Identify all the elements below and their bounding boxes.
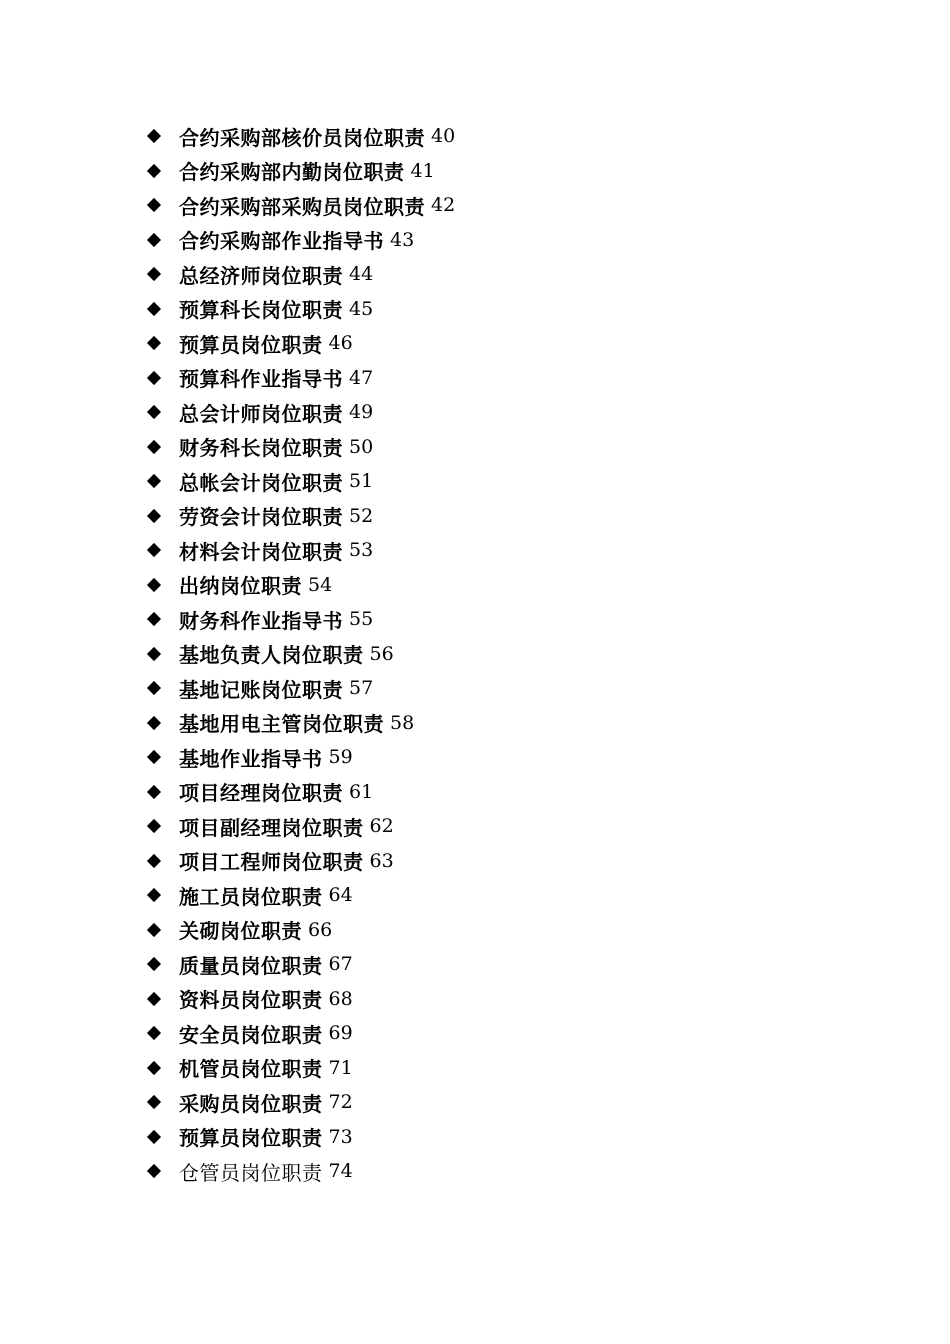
toc-entry-title: 项目副经理岗位职责 — [179, 815, 364, 840]
toc-entry-title: 合约采购部内勤岗位职责 — [179, 160, 405, 185]
toc-entry-page: 40 — [431, 125, 456, 148]
diamond-bullet-icon — [147, 785, 161, 799]
toc-entry-title: 安全员岗位职责 — [179, 1022, 323, 1047]
diamond-bullet-icon — [147, 612, 161, 626]
toc-entry[interactable] — [140, 188, 455, 223]
toc-entry-page: 67 — [328, 953, 353, 976]
toc-entry[interactable] — [140, 844, 455, 879]
toc-entry-title: 机管员岗位职责 — [179, 1057, 323, 1082]
toc-entry[interactable] — [140, 464, 455, 499]
diamond-bullet-icon — [147, 129, 161, 143]
toc-entry-title: 总会计师岗位职责 — [179, 401, 343, 426]
toc-entry[interactable] — [140, 533, 455, 568]
toc-entry[interactable] — [140, 913, 455, 948]
diamond-bullet-icon — [147, 647, 161, 661]
toc-entry-title: 材料会计岗位职责 — [179, 539, 343, 564]
toc-entry[interactable] — [140, 1120, 455, 1155]
toc-entry[interactable] — [140, 119, 455, 154]
toc-entry-page: 61 — [349, 780, 374, 803]
toc-entry-title: 关砌岗位职责 — [179, 919, 302, 944]
table-of-contents — [140, 119, 455, 1189]
toc-entry[interactable] — [140, 740, 455, 775]
toc-entry-page: 50 — [349, 435, 374, 458]
toc-entry-title: 质量员岗位职责 — [179, 953, 323, 978]
toc-entry[interactable] — [140, 430, 455, 465]
toc-entry-page: 72 — [328, 1091, 353, 1114]
toc-entry-page: 66 — [308, 918, 333, 941]
diamond-bullet-icon — [147, 233, 161, 247]
toc-entry-page: 56 — [369, 642, 394, 665]
toc-entry-page: 68 — [328, 987, 353, 1010]
toc-entry-title: 基地用电主管岗位职责 — [179, 712, 384, 737]
toc-entry-page: 58 — [390, 711, 415, 734]
toc-entry-title: 财务科长岗位职责 — [179, 436, 343, 461]
toc-entry-title: 总经济师岗位职责 — [179, 263, 343, 288]
diamond-bullet-icon — [147, 923, 161, 937]
toc-entry-page: 51 — [349, 470, 374, 493]
diamond-bullet-icon — [147, 336, 161, 350]
toc-entry-title: 项目经理岗位职责 — [179, 781, 343, 806]
toc-entry[interactable] — [140, 809, 455, 844]
toc-entry-title: 总帐会计岗位职责 — [179, 470, 343, 495]
toc-entry-page: 71 — [328, 1056, 353, 1079]
toc-entry-title: 合约采购部采购员岗位职责 — [179, 194, 425, 219]
toc-entry[interactable] — [140, 395, 455, 430]
diamond-bullet-icon — [147, 543, 161, 557]
toc-entry-title: 预算员岗位职责 — [179, 332, 323, 357]
toc-entry[interactable] — [140, 223, 455, 258]
diamond-bullet-icon — [147, 681, 161, 695]
toc-entry[interactable] — [140, 292, 455, 327]
toc-entry-title: 采购员岗位职责 — [179, 1091, 323, 1116]
toc-entry[interactable] — [140, 1051, 455, 1086]
toc-entry-page: 44 — [349, 263, 374, 286]
toc-entry-page: 73 — [328, 1125, 353, 1148]
toc-entry-page: 62 — [369, 815, 394, 838]
toc-entry-title: 项目工程师岗位职责 — [179, 850, 364, 875]
diamond-bullet-icon — [147, 716, 161, 730]
toc-entry[interactable] — [140, 637, 455, 672]
toc-entry-title: 施工员岗位职责 — [179, 884, 323, 909]
toc-entry-title: 财务科作业指导书 — [179, 608, 343, 633]
toc-entry-page: 43 — [390, 228, 415, 251]
diamond-bullet-icon — [147, 578, 161, 592]
toc-entry[interactable] — [140, 361, 455, 396]
diamond-bullet-icon — [147, 1130, 161, 1144]
toc-entry[interactable] — [140, 947, 455, 982]
toc-entry-title: 合约采购部核价员岗位职责 — [179, 125, 425, 150]
diamond-bullet-icon — [147, 750, 161, 764]
toc-entry-page: 47 — [349, 366, 374, 389]
diamond-bullet-icon — [147, 854, 161, 868]
diamond-bullet-icon — [147, 992, 161, 1006]
toc-entry-title: 仓管员岗位职责 — [179, 1160, 323, 1185]
toc-entry-page: 41 — [410, 159, 435, 182]
toc-entry-page: 53 — [349, 539, 374, 562]
diamond-bullet-icon — [147, 1026, 161, 1040]
toc-entry[interactable] — [140, 1016, 455, 1051]
diamond-bullet-icon — [147, 474, 161, 488]
toc-entry-title: 出纳岗位职责 — [179, 574, 302, 599]
toc-entry[interactable] — [140, 499, 455, 534]
toc-entry[interactable] — [140, 706, 455, 741]
toc-entry-page: 55 — [349, 608, 374, 631]
diamond-bullet-icon — [147, 819, 161, 833]
toc-entry[interactable] — [140, 568, 455, 603]
diamond-bullet-icon — [147, 888, 161, 902]
toc-entry-title: 合约采购部作业指导书 — [179, 229, 384, 254]
toc-entry-title: 预算员岗位职责 — [179, 1126, 323, 1151]
diamond-bullet-icon — [147, 957, 161, 971]
toc-entry[interactable] — [140, 1154, 455, 1189]
toc-entry[interactable] — [140, 257, 455, 292]
diamond-bullet-icon — [147, 440, 161, 454]
diamond-bullet-icon — [147, 371, 161, 385]
toc-entry-page: 46 — [328, 332, 353, 355]
toc-entry-page: 42 — [431, 194, 456, 217]
diamond-bullet-icon — [147, 267, 161, 281]
toc-entry-title: 预算科作业指导书 — [179, 367, 343, 392]
toc-entry-title: 预算科长岗位职责 — [179, 298, 343, 323]
toc-entry[interactable] — [140, 326, 455, 361]
toc-entry[interactable] — [140, 775, 455, 810]
toc-entry[interactable] — [140, 982, 455, 1017]
toc-entry[interactable] — [140, 1085, 455, 1120]
toc-entry-title: 劳资会计岗位职责 — [179, 505, 343, 530]
toc-entry[interactable] — [140, 671, 455, 706]
toc-entry-title: 基地负责人岗位职责 — [179, 643, 364, 668]
toc-entry-page: 45 — [349, 297, 374, 320]
toc-entry[interactable] — [140, 878, 455, 913]
diamond-bullet-icon — [147, 198, 161, 212]
toc-entry-title: 基地记账岗位职责 — [179, 677, 343, 702]
toc-entry-page: 54 — [308, 573, 333, 596]
diamond-bullet-icon — [147, 302, 161, 316]
toc-entry-page: 69 — [328, 1022, 353, 1045]
diamond-bullet-icon — [147, 1164, 161, 1178]
toc-entry-page: 49 — [349, 401, 374, 424]
diamond-bullet-icon — [147, 509, 161, 523]
toc-entry[interactable] — [140, 154, 455, 189]
diamond-bullet-icon — [147, 164, 161, 178]
diamond-bullet-icon — [147, 1061, 161, 1075]
toc-entry-page: 74 — [328, 1160, 353, 1183]
toc-entry-page: 64 — [328, 884, 353, 907]
toc-entry-page: 52 — [349, 504, 374, 527]
toc-entry[interactable] — [140, 602, 455, 637]
toc-entry-title: 资料员岗位职责 — [179, 988, 323, 1013]
toc-entry-page: 63 — [369, 849, 394, 872]
toc-entry-title: 基地作业指导书 — [179, 746, 323, 771]
diamond-bullet-icon — [147, 1095, 161, 1109]
diamond-bullet-icon — [147, 405, 161, 419]
toc-entry-page: 59 — [328, 746, 353, 769]
toc-entry-page: 57 — [349, 677, 374, 700]
